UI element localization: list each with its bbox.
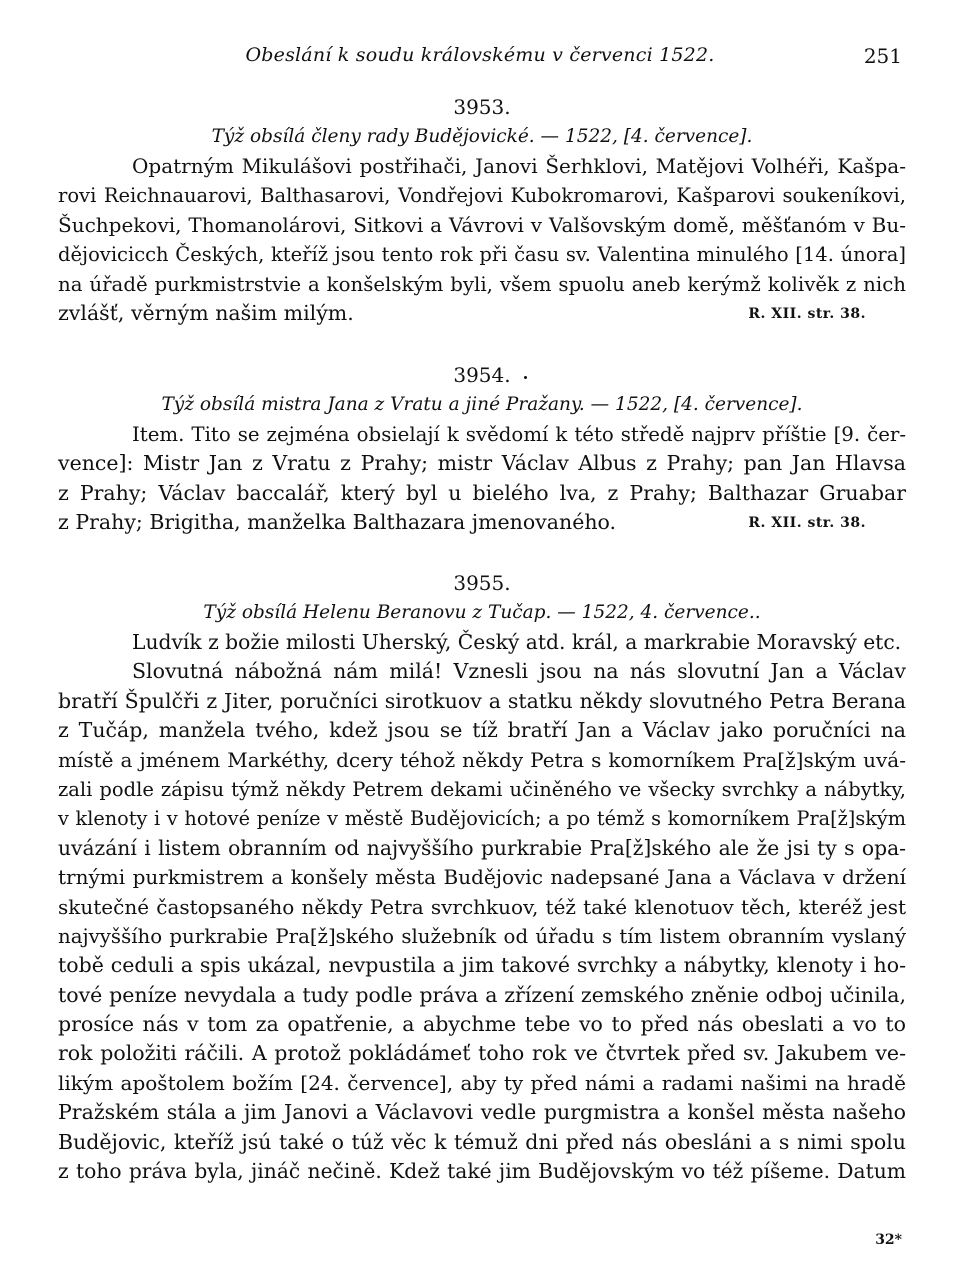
source-reference: R. XII. str. 38. [748, 515, 866, 532]
text-line: Item. Tito se zejména obsielají k svědomí k této středě najprv příštie [9. čer- [132, 423, 906, 446]
text-line: Pražském stála a jim Janovi a Václavovi vedle purgmistra a konšel města našeho [58, 1100, 906, 1125]
text-line: prosíce nás v tom za opatřenie, a abychme tebe vo to před nás obeslati a vo to [58, 1012, 906, 1037]
text-line: Ludvík z božie milosti Uherský, Český atd. král, a markrabie Moravský etc. [132, 630, 902, 654]
document-number: 3953. [453, 95, 511, 119]
signature-mark: 32* [875, 1232, 902, 1248]
text-line: Šuchpekovi, Thomanolárovi, Sitkovi a Vávrovi v Valšovským domě, měšťanóm v Bu- [58, 212, 906, 237]
text-line: tové peníze nevydala a tudy podle práva a zřízení zemského zněnie odboj učinila, [58, 982, 906, 1007]
text-line: rovi Reichnauarovi, Balthasarovi, Vondřejovi Kubokromarovi, Kašparovi soukeníkovi, [58, 184, 906, 208]
text-line: najvyššího purkrabie Pra[ž]ského služebník od úřadu s tím listem obranním vyslaný [58, 924, 906, 948]
text-line: dějovicicch Českých, kteříž jsou tento rok při času sv. Valentina minulého [14. února] [58, 243, 906, 267]
text-line: skutečné častopsaného někdy Petra svrchkuov, též také klenotuov těch, kteréž jest [58, 894, 906, 919]
text-line: trnými purkmistrem a konšely města Budějovic nadepsané Jana a Václava v držení [58, 865, 906, 890]
page-number: 251 [863, 44, 902, 68]
document-3954 [58, 360, 906, 538]
text-line: likým apoštolem božím [24. července], aby ty před námi a radami našimi na hradě [58, 1070, 906, 1095]
text-line: Slovutná nábožná nám milá! Vznesli jsou na nás slovutní Jan a Václav [132, 659, 906, 684]
document-body [58, 420, 906, 538]
text-line: Budějovic, kteříž jsú také o túž věc k témuž dni před nás obesláni a s nimi spolu [58, 1129, 906, 1154]
text-line-with-reference [58, 299, 906, 328]
text-line: v klenoty i v hotové peníze v městě Budějovicích; a po témž s komorníkem Pra[ž]ským [58, 807, 906, 831]
running-title: Obeslání k soudu královskému v červenci 1522. [245, 44, 715, 66]
page-header [58, 44, 902, 74]
document-3955 [58, 568, 906, 1186]
text-line: vence]: Mistr Jan z Vratu z Prahy; mistr Václav Albus z Prahy; pan Jan Hlavsa [58, 451, 906, 476]
document-summary: Týž obsílá členy rady Budějovické. — 1522, [4. července]. [211, 126, 753, 147]
text-line: bratří Špulčři z Jiter, poručníci sirotkuov a statku někdy slovutného Petra Berana [58, 688, 906, 713]
text-line: tobě ceduli a spis ukázal, nevpustila a jim takové svrchky a nábytky, klenoty i ho- [58, 953, 906, 978]
document-body [58, 628, 906, 1186]
text-line: z Prahy; Brigitha, manželka Balthazara jmenovaného. [58, 510, 617, 535]
text-line: Opatrným Mikulášovi postřihači, Janovi Šerhklovi, Matějovi Volhéři, Kašpa- [132, 154, 906, 178]
document-body [58, 152, 906, 328]
document-summary: Týž obsílá Helenu Beranovu z Tučap. — 1522, 4. července.. [203, 602, 761, 623]
document-summary: Týž obsílá mistra Jana z Vratu a jiné Pražany. — 1522, [4. července]. [161, 394, 803, 415]
document-number: 3955. [453, 571, 511, 595]
text-line: zvlášť, věrným našim milým. [58, 300, 354, 325]
document-3953 [58, 92, 906, 328]
text-line: zali podle zápisu týmž někdy Petrem dekami učiněného ve všecky svrchky a nábytky, [58, 777, 906, 801]
text-line: z toho práva byla, jináč nečině. Kdež také jim Budějovským vo též píšeme. Datum [58, 1159, 906, 1184]
source-reference: R. XII. str. 38. [748, 305, 866, 322]
text-line: z Tučáp, manžela tvého, kdež jsou se tíž bratří Jan a Václav jako poručníci na [58, 718, 906, 743]
text-line: rok položiti ráčili. A protož pokládámeť toho rok ve čtvrtek před sv. Jakubem ve- [58, 1041, 906, 1066]
text-line: z Prahy; Václav baccalář, který byl u bielého lva, z Prahy; Balthazar Gruabar [58, 480, 906, 505]
text-line: na úřadě purkmistrstvie a konšelským byli, všem spuolu aneb kerýmž kolivěk z nich [58, 272, 906, 296]
text-line: uvázání i listem obranním od najvyššího purkrabie Pra[ž]ského ale že jsi ty s opa- [58, 835, 906, 860]
text-line: místě a jménem Markéthy, dcery téhož někdy Petra s komorníkem Pra[ž]ským uvá- [58, 747, 906, 772]
document-number: 3954. [453, 363, 511, 387]
text-line-with-reference [58, 508, 906, 537]
